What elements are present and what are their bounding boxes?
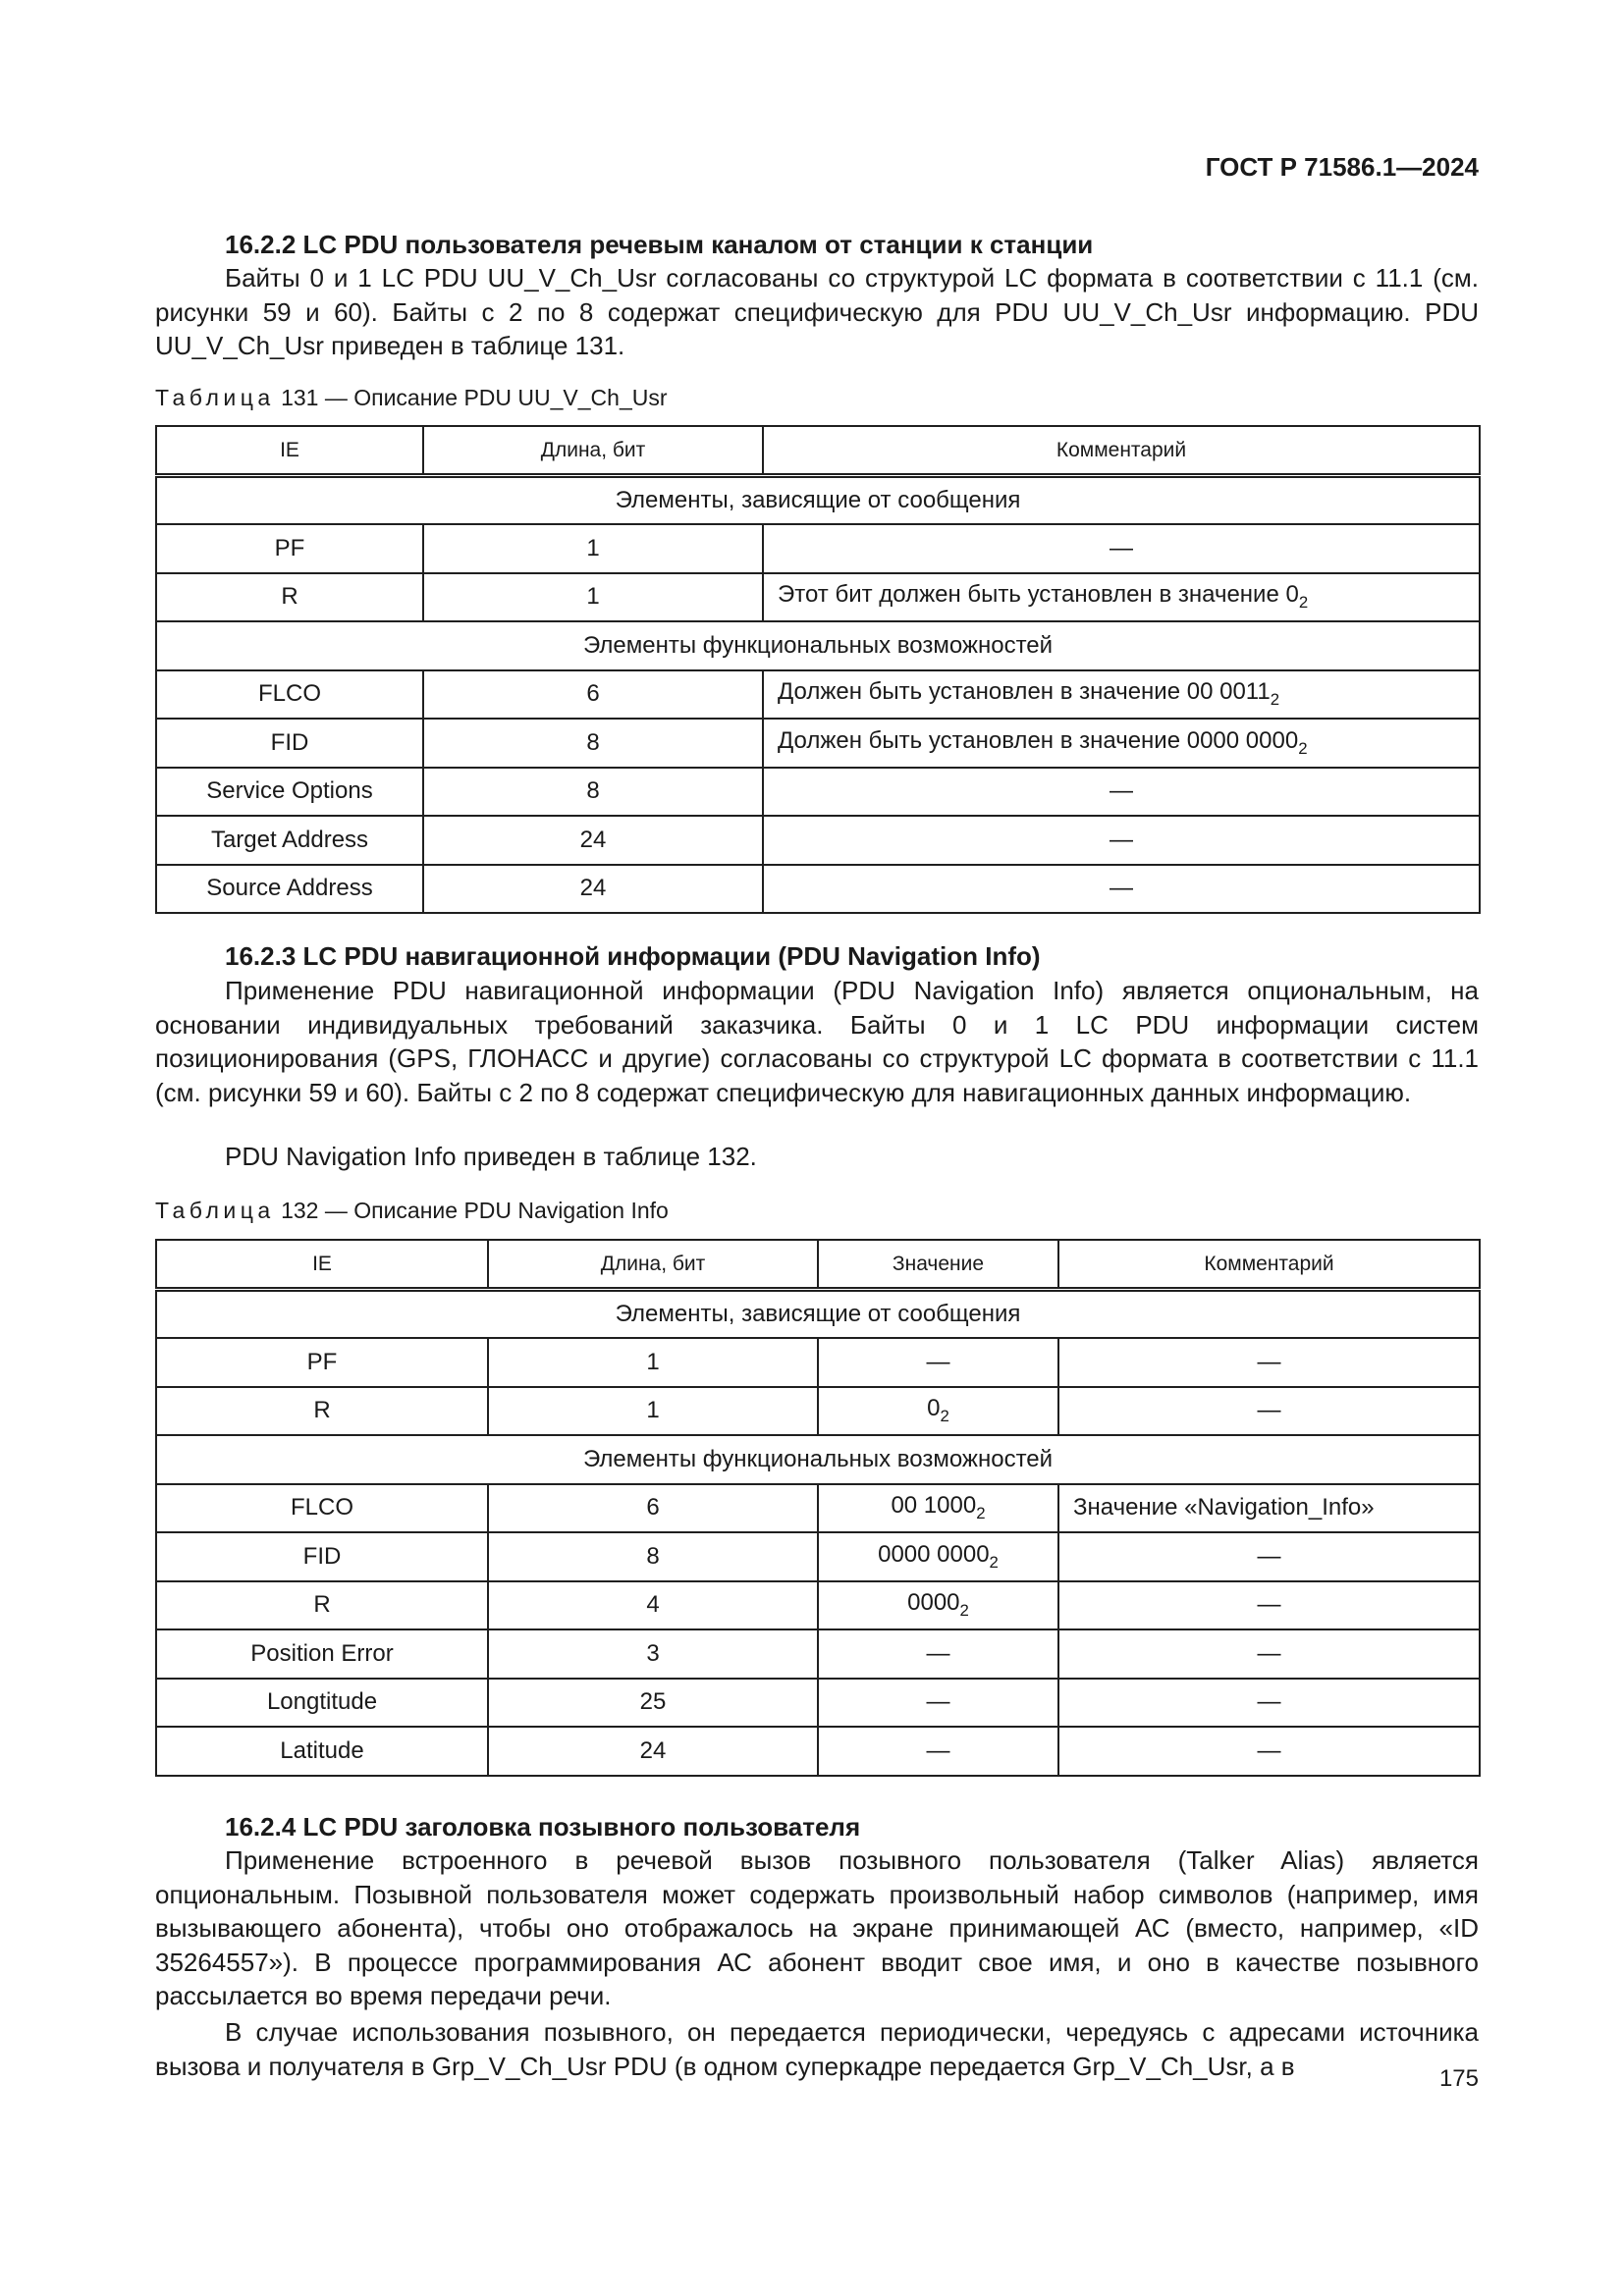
cell-ie: FID [156, 719, 423, 768]
cell-ie: Target Address [156, 816, 423, 865]
table-row [156, 1387, 1480, 1436]
cell-ie: PF [156, 1338, 488, 1387]
subscript: 2 [976, 1504, 986, 1523]
table-row [156, 1727, 1480, 1776]
table-131-caption [155, 383, 668, 412]
cell-ie: R [156, 1387, 488, 1436]
comment-text: Должен быть установлен в значение 00 0011 [778, 678, 1271, 706]
table-row [156, 865, 1480, 914]
cell-length: 24 [423, 865, 763, 914]
section-paragraph: Байты 0 и 1 LC PDU UU_V_Ch_Usr согласованы со структурой LC формата в соответствии с 11.1 (см. рисунки 59 и 60). Байты с 2 по 8 содержат специфическую для PDU UU_V_Ch_Usr информацию. PDU UU_V_Ch_Usr приведен в таблице 131. [155, 263, 1479, 360]
cell-value [818, 1387, 1058, 1436]
cell-comment: — [1058, 1338, 1480, 1387]
cell-ie: FLCO [156, 1484, 488, 1533]
cell-length: 1 [488, 1387, 818, 1436]
cell-value: — [818, 1629, 1058, 1679]
cell-comment: — [1058, 1581, 1480, 1630]
value-text: 0 [927, 1395, 941, 1422]
cell-length: 25 [488, 1679, 818, 1728]
cell-ie: Latitude [156, 1727, 488, 1776]
section-paragraph: В случае использования позывного, он передается периодически, чередуясь с адресами источника вызова и получателя в Grp_V_Ch_Usr PDU (в одном суперкадре передается Grp_V_Ch_Usr, а в [155, 2017, 1479, 2081]
cell-length: 24 [488, 1727, 818, 1776]
table-row [156, 1629, 1480, 1679]
header-comment: Комментарий [1058, 1240, 1480, 1290]
group-row [156, 621, 1480, 670]
cell-length: 8 [423, 719, 763, 768]
cell-ie: Position Error [156, 1629, 488, 1679]
cell-length: 1 [423, 573, 763, 622]
value-text: 0000 0000 [878, 1540, 990, 1568]
section-paragraph: Применение PDU навигационной информации (PDU Navigation Info) является опциональным, на основании индивидуальных требований заказчика. Байты 0 и 1 LC PDU информации систем позиционирования (GPS, ГЛОНАСС и другие) согласованы со структурой LC формата в соответствии с 11.1 (см. рисунки 59 и 60). Байты с 2 по 8 содержат специфическую для навигационных данных информацию. [155, 976, 1479, 1107]
table-row [156, 1532, 1480, 1581]
caption-word: Таблица [155, 1198, 275, 1223]
section-paragraph: PDU Navigation Info приведен в таблице 132. [225, 1142, 757, 1171]
table-header-row [156, 1240, 1480, 1290]
cell-comment [763, 719, 1480, 768]
table-row [156, 816, 1480, 865]
comment-text: Этот бит должен быть установлен в значение 0 [778, 581, 1299, 609]
cell-ie: R [156, 573, 423, 622]
cell-comment: — [763, 524, 1480, 573]
cell-length: 24 [423, 816, 763, 865]
cell-length: 1 [488, 1338, 818, 1387]
cell-length: 3 [488, 1629, 818, 1679]
table-131 [155, 425, 1481, 914]
table-row [156, 1679, 1480, 1728]
cell-length: 1 [423, 524, 763, 573]
cell-ie: FLCO [156, 670, 423, 720]
cell-comment [763, 670, 1480, 720]
header-value: Значение [818, 1240, 1058, 1290]
subscript: 2 [1298, 738, 1308, 758]
cell-length: 8 [423, 768, 763, 817]
caption-text: 132 — Описание PDU Navigation Info [281, 1198, 669, 1223]
group-label: Элементы, зависящие от сообщения [156, 476, 1480, 525]
table-header-row [156, 426, 1480, 476]
subscript: 2 [989, 1552, 999, 1572]
cell-ie: Service Options [156, 768, 423, 817]
group-label: Элементы функциональных возможностей [156, 1435, 1480, 1484]
header-length: Длина, бит [488, 1240, 818, 1290]
document-id: ГОСТ Р 71586.1—2024 [1205, 152, 1479, 182]
group-label: Элементы, зависящие от сообщения [156, 1290, 1480, 1339]
table-row [156, 1338, 1480, 1387]
table-row [156, 524, 1480, 573]
subscript: 2 [959, 1601, 969, 1621]
section-heading-16-2-3: 16.2.3 LC PDU навигационной информации (PDU Navigation Info) [225, 941, 1041, 971]
comment-text: Должен быть установлен в значение 0000 0000 [778, 726, 1299, 754]
cell-comment: — [763, 768, 1480, 817]
section-heading-16-2-4: 16.2.4 LC PDU заголовка позывного пользователя [225, 1812, 861, 1842]
table-132 [155, 1239, 1481, 1777]
group-row [156, 1435, 1480, 1484]
table-row [156, 573, 1480, 622]
cell-ie: FID [156, 1532, 488, 1581]
value-text: 0000 [907, 1589, 960, 1617]
subscript: 2 [1270, 690, 1280, 710]
group-row [156, 1290, 1480, 1339]
cell-length: 8 [488, 1532, 818, 1581]
cell-comment: — [763, 865, 1480, 914]
table-row [156, 1581, 1480, 1630]
subscript: 2 [1298, 593, 1309, 613]
caption-word: Таблица [155, 385, 275, 410]
cell-comment: — [1058, 1679, 1480, 1728]
cell-length: 6 [423, 670, 763, 720]
cell-value: — [818, 1727, 1058, 1776]
group-row [156, 476, 1480, 525]
cell-ie: R [156, 1581, 488, 1630]
cell-ie: PF [156, 524, 423, 573]
cell-ie: Source Address [156, 865, 423, 914]
header-length: Длина, бит [423, 426, 763, 476]
section-paragraph: Применение встроенного в речевой вызов позывного пользователя (Talker Alias) является опциональным. Позывной пользователя может содержать произвольный набор символов (например, имя вызывающего абонента), чтобы оно отображалось на экране принимающей АС (вместо, например, «ID 35264557»). В процессе программирования АС абонент вводит свое имя, и оно в качестве позывного рассылается во время передачи речи. [155, 1845, 1479, 2010]
cell-value [818, 1581, 1058, 1630]
table-row [156, 768, 1480, 817]
table-row [156, 1484, 1480, 1533]
cell-value: — [818, 1338, 1058, 1387]
group-label: Элементы функциональных возможностей [156, 621, 1480, 670]
table-132-caption [155, 1196, 669, 1225]
cell-comment: — [1058, 1727, 1480, 1776]
section-heading-16-2-2: 16.2.2 LC PDU пользователя речевым каналом от станции к станции [225, 230, 1094, 259]
header-ie: IE [156, 426, 423, 476]
cell-comment: — [1058, 1387, 1480, 1436]
value-text: 00 1000 [891, 1492, 977, 1520]
cell-value: — [818, 1679, 1058, 1728]
header-ie: IE [156, 1240, 488, 1290]
table-row [156, 719, 1480, 768]
cell-comment: — [1058, 1532, 1480, 1581]
page-number: 175 [1438, 2065, 1479, 2092]
cell-value [818, 1532, 1058, 1581]
cell-comment [763, 573, 1480, 622]
cell-comment: — [1058, 1629, 1480, 1679]
caption-text: 131 — Описание PDU UU_V_Ch_Usr [281, 385, 668, 410]
cell-comment: Значение «Navigation_Info» [1058, 1484, 1480, 1533]
table-row [156, 670, 1480, 720]
cell-length: 6 [488, 1484, 818, 1533]
cell-comment: — [763, 816, 1480, 865]
subscript: 2 [940, 1407, 949, 1426]
header-comment: Комментарий [763, 426, 1480, 476]
cell-value [818, 1484, 1058, 1533]
cell-length: 4 [488, 1581, 818, 1630]
cell-ie: Longtitude [156, 1679, 488, 1728]
